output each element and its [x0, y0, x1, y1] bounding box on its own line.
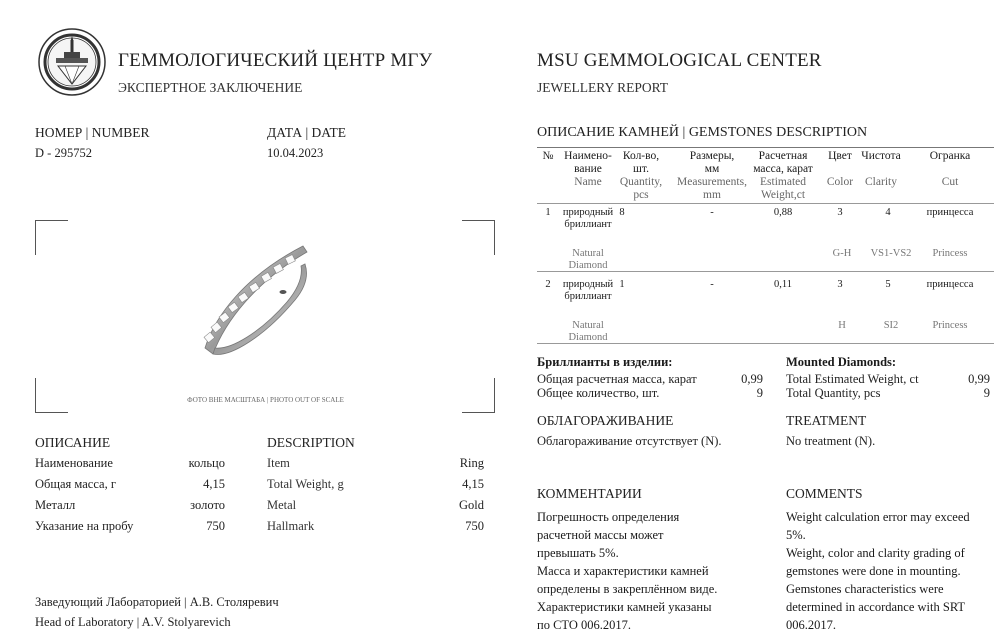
comments-text-ru [537, 508, 777, 634]
gem-row-name-en: Natural Diamond [568, 320, 608, 343]
mounted-weight-value-en: 0,99 [968, 372, 990, 386]
description-title-ru: ОПИСАНИЕ [35, 435, 111, 450]
comment-line-ru: превышать 5%. [537, 546, 619, 560]
comment-line-ru: расчетной массы может [537, 528, 664, 542]
gem-row-name-en: Natural Diamond [568, 248, 608, 271]
number-label: НОМЕР | NUMBER [35, 125, 150, 140]
comments-title-en: COMMENTS [786, 486, 863, 501]
mounted-count-label-en: Total Quantity, pcs [786, 386, 881, 400]
comment-line-ru: Погрешность определения [537, 510, 680, 524]
gem-header-ru: Огранка [929, 150, 971, 162]
mounted-count-value-ru: 9 [756, 386, 763, 400]
gem-header-ru: № [542, 150, 554, 162]
gemstones-title: ОПИСАНИЕ КАМНЕЙ | GEMSTONES DESCRIPTION [537, 125, 868, 140]
gem-header-ru: Расчетная масса, карат [753, 150, 813, 175]
report-type-en: JEWELLERY REPORT [537, 80, 669, 95]
desc-label-ru: Металл [35, 498, 76, 512]
gem-header-ru: Кол-во, шт. [622, 150, 660, 175]
gem-row-cut-en: Princess [932, 248, 968, 259]
desc-value-ru: 4,15 [203, 477, 225, 491]
desc-value-ru: 750 [206, 519, 225, 533]
desc-label-en: Metal [267, 498, 297, 512]
mounted-weight-label-en: Total Estimated Weight, ct [786, 372, 919, 386]
gem-header-ru: Цвет [828, 150, 852, 162]
desc-label-ru: Указание на пробу [35, 519, 134, 533]
gem-row-clarity-en: SI2 [883, 320, 899, 331]
desc-label-en: Hallmark [267, 519, 315, 533]
photo-caption: ФОТО ВНЕ МАСШТАБА | PHOTO OUT OF SCALE [187, 396, 344, 404]
gem-header-en: Name [574, 176, 602, 188]
desc-value-ru: кольцо [188, 456, 225, 470]
frame-corner-tr [462, 220, 495, 255]
gem-row-cut-ru: принцесса [926, 279, 974, 290]
desc-label-en: Total Weight, g [267, 477, 344, 491]
gem-row-rule [537, 343, 994, 344]
msu-seal-logo [38, 28, 106, 96]
comment-line-en: gemstones were done in mounting. [786, 564, 961, 578]
gem-row-clarity-ru: 4 [885, 207, 891, 218]
gem-row-rule [537, 271, 994, 272]
gem-header-en: Estimated Weight,ct [760, 176, 806, 201]
gem-row-name-ru: природный бриллиант [562, 207, 614, 230]
comment-line-ru: Характеристики камней указаны [537, 600, 712, 614]
mounted-title-en: Mounted Diamonds: [786, 355, 897, 369]
gem-row-qty: 8 [619, 207, 625, 218]
gem-table-top-rule [537, 147, 994, 148]
comment-line-en: 5%. [786, 528, 806, 542]
gem-header-rule [537, 203, 994, 204]
comment-line-en: 006.2017. [786, 618, 836, 632]
gem-row-color-en: G-H [832, 248, 852, 259]
report-type-ru: ЭКСПЕРТНОЕ ЗАКЛЮЧЕНИЕ [118, 80, 303, 95]
signature-en: Head of Laboratory | A.V. Stolyarevich [35, 615, 231, 629]
treatment-title-en: TREATMENT [786, 413, 867, 428]
number-value: D - 295752 [35, 146, 92, 160]
gem-row-clarity-en: VS1-VS2 [870, 248, 912, 259]
gem-row-name-ru: природный бриллиант [562, 279, 614, 302]
gem-header-en: Cut [941, 176, 959, 188]
date-label: ДАТА | DATE [267, 125, 347, 140]
gem-row-color-en: H [838, 320, 846, 331]
desc-label-ru: Общая масса, г [35, 477, 116, 491]
comment-line-ru: Масса и характеристики камней [537, 564, 709, 578]
gem-row-size: - [710, 279, 714, 290]
gem-header-ru: Чистота [861, 150, 901, 162]
comment-line-en: Weight, color and clarity grading of [786, 546, 965, 560]
mounted-weight-label-ru: Общая расчетная масса, карат [537, 372, 697, 386]
desc-value-en: 4,15 [462, 477, 484, 491]
desc-value-en: Ring [459, 456, 484, 470]
gem-row-color-ru: 3 [837, 279, 843, 290]
desc-value-ru: золото [190, 498, 225, 512]
gem-header-en: Clarity [865, 176, 897, 188]
gem-header-en: Measurements, mm [677, 176, 747, 201]
treatment-text-ru: Облагораживание отсутствует (N). [537, 434, 722, 448]
treatment-text-en: No treatment (N). [786, 434, 876, 448]
gem-row-qty: 1 [619, 279, 625, 290]
lab-title-ru: ГЕММОЛОГИЧЕСКИЙ ЦЕНТР МГУ [118, 50, 433, 71]
comment-line-en: determined in accordance with SRT [786, 600, 966, 614]
desc-label-ru: Наименование [35, 456, 113, 470]
gem-row-no: 2 [545, 279, 551, 290]
mounted-count-value-en: 9 [983, 386, 990, 400]
comments-title-ru: КОММЕНТАРИИ [537, 486, 642, 501]
comment-line-ru: по СТО 006.2017. [537, 618, 632, 632]
gem-row-weight: 0,88 [773, 207, 793, 218]
desc-label-en: Item [267, 456, 290, 470]
mounted-weight-value-ru: 0,99 [741, 372, 763, 386]
desc-value-en: Gold [459, 498, 484, 512]
comment-line-en: Weight calculation error may exceed [786, 510, 970, 524]
gem-header-ru: Размеры, мм [689, 150, 735, 175]
date-value: 10.04.2023 [267, 146, 324, 160]
gem-header-ru: Наимено- вание [564, 150, 612, 175]
gem-header-en: Quantity, pcs [619, 176, 663, 201]
comment-line-en: Gemstones characteristics were [786, 582, 944, 596]
gem-header-en: Color [826, 176, 854, 188]
gem-row-weight: 0,11 [774, 279, 792, 290]
gem-row-no: 1 [545, 207, 551, 218]
treatment-title-ru: ОБЛАГОРАЖИВАНИЕ [537, 413, 674, 428]
gem-row-size: - [710, 207, 714, 218]
ring-photo [185, 236, 320, 371]
description-title-en: DESCRIPTION [267, 435, 355, 450]
comment-line-ru: определены в закреплённом виде. [537, 582, 718, 596]
gem-row-cut-en: Princess [932, 320, 968, 331]
mounted-count-label-ru: Общее количество, шт. [537, 386, 660, 400]
gem-row-cut-ru: принцесса [926, 207, 974, 218]
lab-title-en: MSU GEMMOLOGICAL CENTER [537, 50, 822, 71]
comments-text-en [786, 508, 998, 634]
mounted-title-ru: Бриллианты в изделии: [537, 355, 673, 369]
gem-row-color-ru: 3 [837, 207, 843, 218]
signature-ru: Заведующий Лабораторией | А.В. Столяревич [35, 595, 279, 609]
desc-value-en: 750 [465, 519, 484, 533]
frame-corner-tl [35, 220, 68, 255]
gem-row-clarity-ru: 5 [885, 279, 891, 290]
